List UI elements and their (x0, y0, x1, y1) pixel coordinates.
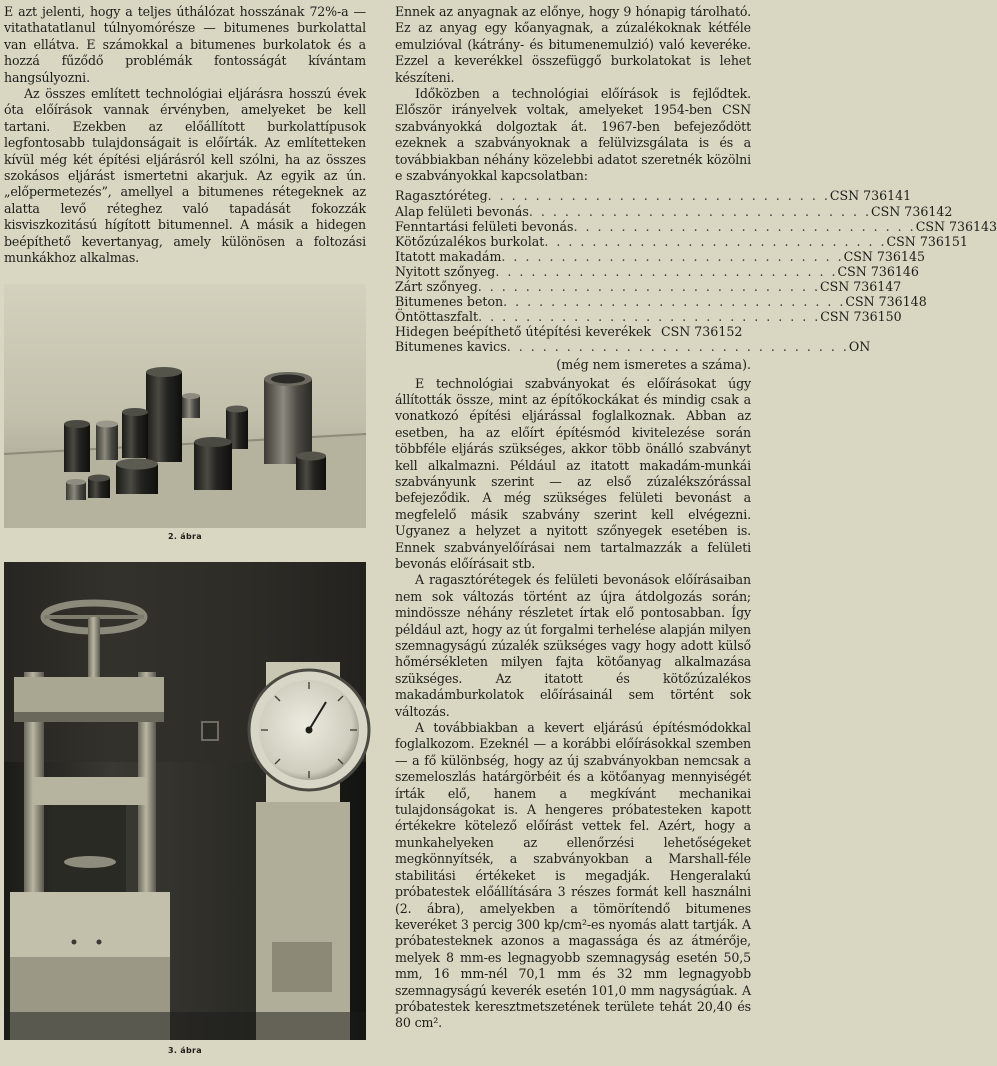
standard-name: Nyitott szőnyeg (395, 263, 496, 279)
right-column (395, 4, 997, 1032)
leader-dots: . . . . . . . . . . . . . . . . . . . . . . . . . . . . . (495, 263, 838, 279)
standard-code: CSN 736152 (661, 324, 743, 340)
right-paragraph-1: Ennek az anyagnak az előnye, hogy 9 hónapig tárolható. Ez az anyag egy kőanyagnak, a zúzalékoknak kétféle emulzióval (kátrány- és bitumenemulzió) való keveréke. Ezzel a keverékkel összefüggő burkolatokat is lehet készíteni. (395, 4, 751, 85)
standard-name: Bitumenes kavics (395, 339, 507, 355)
standard-row (395, 294, 927, 310)
standard-code: CSN 736141 (829, 188, 912, 204)
standard-name: Kötőzúzalékos burkolat (395, 233, 545, 249)
leader-dots: . . . . . . . . . . . . . . . . . . . . . . . . . . . . . (544, 233, 887, 249)
standards-note: (még nem ismeretes a száma). (556, 356, 751, 372)
standard-code: CSN 736145 (843, 248, 925, 264)
standard-row (395, 218, 997, 234)
leader-dots: . . . . . . . . . . . . . . . . . . . . . . . . . . . . . (503, 294, 846, 310)
standard-row (395, 324, 751, 339)
standards-list (395, 188, 997, 355)
leader-dots: . . . . . . . . . . . . . . . . . . . . . . . . . . . . . (501, 248, 844, 264)
standard-row (395, 309, 902, 325)
leader-dots: . . . . . . . . . . . . . . . . . . . . . . . . . . . . . (487, 188, 830, 204)
standard-code: CSN 736146 (837, 263, 919, 279)
standard-row (395, 203, 953, 219)
right-paragraph-5: A továbbiakban a kevert eljárású építésmódokkal foglalkozom. Ezeknél — a korábbi előírásokkal szemben — a fő különbség, hogy az új szabványokban nemcsak a szemeloszlás határgörbéit és a kötőanyag mennyiségét írták elő, hanem a megkívánt mechanikai tulajdonságokat is. A hengeres próbatesteken kapott értékekre kötelező előírást vettek fel. Azért, hogy a munkahelyeken az ellenőrzési lehetőségeket megkönnyítsék, a szabványokban a Marshall-féle stabilitási értékeket is megadják. Hengeralakú próbatestek előállítására 3 részes formát kell használni (2. ábra), amelyekben a tömörítendő bitumenes keveréket 3 percig 300 kp/cm²-es nyomás alatt tartják. A próbatesteknek azonos a magassága és az átmérője, melyek 8 mm-es legnagyobb szemnagyság esetén 50,5 mm, 16 mm-nél 70,1 mm és 32 mm legnagyobb szemnagyságú keverék esetén 101,0 mm nagyságúak. A próbatestek keresztmetszetének területe tehát 20,40 és 80 cm². (395, 720, 751, 1031)
figure-3-photo (4, 562, 366, 1040)
leader-dots: . . . . . . . . . . . . . . . . . . . . . . . . . . . . . (506, 339, 849, 355)
standard-code: CSN 736148 (845, 294, 927, 310)
leader-dots: . . . . . . . . . . . . . . . . . . . . . . . . . . . . . (528, 203, 872, 219)
standard-name: Öntöttaszfalt (395, 309, 479, 325)
standard-code: CSN 736142 (871, 203, 953, 219)
moulds-photo-image (4, 284, 366, 528)
standard-name: Hidegen beépíthető útépítési keverékek (395, 324, 652, 340)
standard-row (395, 233, 968, 249)
figure-2-caption: 2. ábra (168, 532, 202, 541)
standard-row (395, 339, 871, 355)
standard-row (395, 279, 902, 295)
standard-row (395, 188, 912, 204)
leader-dots: . . . . . . . . . . . . . . . . . . . . . . . . . . . . . (477, 279, 820, 295)
leader-dots: . . . . . . . . . . . . . . . . . . . . . . . . . . . . . (478, 309, 821, 325)
left-paragraph-2: Az összes említett technológiai eljárásra hosszú évek óta előírások vannak érvényben, amelyeket be kell tartani. Ezekben az előállított burkolattípusok legfontosabb tulajdonságait is előírták. Az említetteken kívül még két építési eljárásról kell szólni, ha az összes szokásos eljárást ismertetni akarjuk. Az egyik az ún. „előpermetezés”, amellyel a bitumenes rétegeknek az alatta levő réteghez való tapadását fokozzák kisviszkozitású hígított bitumennel. A másik a hidegen beépíthető kevertanyag, amely különösen a foltozási munkákhoz alkalmas. (4, 86, 366, 266)
standard-code: CSN 736151 (886, 233, 968, 249)
figure-2-photo (4, 284, 366, 528)
standard-code: CSN 736143 (915, 218, 997, 234)
standard-name: Bitumenes beton (395, 294, 504, 310)
standard-name: Fenntartási felületi bevonás (395, 218, 574, 234)
right-paragraph-4: A ragasztórétegek és felületi bevonások előírásaiban nem sok változás történt az újra átdolgozás során; mindössze néhány részletet írtak elő pontosabban. Így például azt, hogy az út forgalmi terhelése alapján milyen szemnagyságú zúzalék szükséges vagy hogy adott külső hőmérsékleten milyen fajta kötőanyag alkalmazása szükséges. Az itatott és kötőzúzalékos makadámburkolatok előírásainál sem történt sok változás. (395, 572, 751, 719)
standard-name: Itatott makadám (395, 248, 502, 264)
standard-code: CSN 736150 (820, 309, 902, 325)
press-machine-photo-image (4, 562, 366, 1040)
standard-name: Ragasztóréteg (395, 188, 488, 204)
right-paragraph-3: E technológiai szabványokat és előírásokat úgy állították össze, mint az építőkockákat és mindig csak a vonatkozó építési eljárással foglalkoznak. Abban az esetben, ha az előírt építésmód kivitelezése során többféle eljárás szükséges, akkor több önálló szabványt kell alkalmazni. Például az itatott makadám-munkái szabványunk szerint — az első zúzalékszórással befejeződik. A még szükséges felületi bevonást a megfelelő másik szabvány szerint kell elvégezni. Ugyanez a helyzet a nyitott szőnyegek esetében is. Ennek szabványelőírásai nem tartalmazzák a felületi bevonás előírásait stb. (395, 375, 751, 571)
figure-3-caption: 3. ábra (168, 1046, 202, 1055)
standard-code: ON (848, 339, 871, 355)
leader-dots: . . . . . . . . . . . . . . . . . . . . . . . . . . . . . (573, 218, 916, 234)
standard-name: Alap felületi bevonás (395, 203, 529, 219)
standard-row (395, 248, 925, 264)
right-paragraph-2: Időközben a technológiai előírások is fejlődtek. Először irányelvek voltak, amelyeket 1954-ben CSN szabványokká dolgoztak át. 1967-ben befejeződött ezeknek a szabványoknak a felülvizsgálata is és a továbbiakban néhány közelebbi adatot szeretnék közölni e szabványokkal kapcsolatban: (395, 86, 751, 184)
standard-code: CSN 736147 (819, 279, 902, 295)
standard-row (395, 263, 919, 279)
standard-name: Zárt szőnyeg (395, 279, 478, 295)
left-column (4, 4, 366, 267)
left-paragraph-1: E azt jelenti, hogy a teljes úthálózat hosszának 72%-a — vitathatatlanul túlnyomórésze — bitumenes burkolattal van ellátva. E számokkal a bitumenes burkolatok és a hozzá fűződő problémák fontosságát kívántam hangsúlyozni. (4, 4, 366, 85)
